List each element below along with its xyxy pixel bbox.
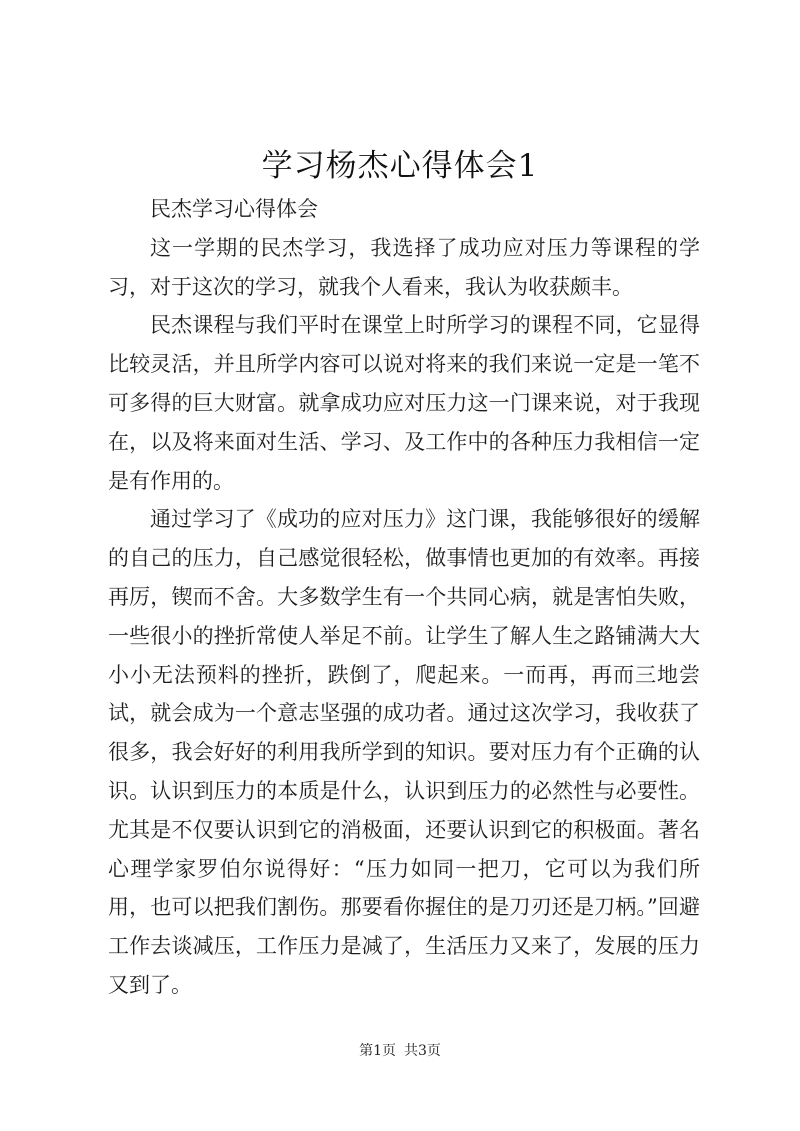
paragraph: 这一学期的民杰学习，我选择了成功应对压力等课程的学习，对于这次的学习，就我个人看来，我认为收获颇丰。 [108,235,700,299]
page-footer [0,1040,800,1060]
paragraph: 民杰课程与我们平时在课堂上时所学习的课程不同，它显得比较灵活，并且所学内容可以说对将来的我们来说一定是一笔不可多得的巨大财富。就拿成功应对压力这一门课来说，对于我现在，以及将来面对生活、学习、及工作中的各种压力我相信一定是有作用的。 [108,313,700,493]
document-title: 学习杨杰心得体会1 [261,148,539,184]
page-number: 第1页 [359,1043,396,1059]
paragraph: 通过学习了《成功的应对压力》这门课，我能够很好的缓解的自己的压力，自己感觉很轻松，做事情也更加的有效率。再接再厉，锲而不舍。大多数学生有一个共同心病，就是害怕失败，一些很小的挫折常使人举足不前。让学生了解人生之路铺满大大小小无法预料的挫折，跌倒了，爬起来。一而再，再而三地尝试，就会成为一个意志坚强的成功者。通过这次学习，我收获了很多，我会好好的利用我所学到的知识。要对压力有个正确的认识。认识到压力的本质是什么，认识到压力的必然性与必要性。尤其是不仅要认识到它的消极面，还要认识到它的积极面。著名心理学家罗伯尔说得好：“压力如同一把刀，它可以为我们所用，也可以把我们割伤。那要看你握住的是刀刃还是刀柄。”回避工作去谈减压，工作压力是减了，生活压力又来了，发展的压力又到了。 [108,507,700,997]
paragraph-subtitle: 民杰学习心得体会 [150,197,318,221]
page-total: 共3页 [404,1043,441,1059]
document-body [108,190,700,1005]
